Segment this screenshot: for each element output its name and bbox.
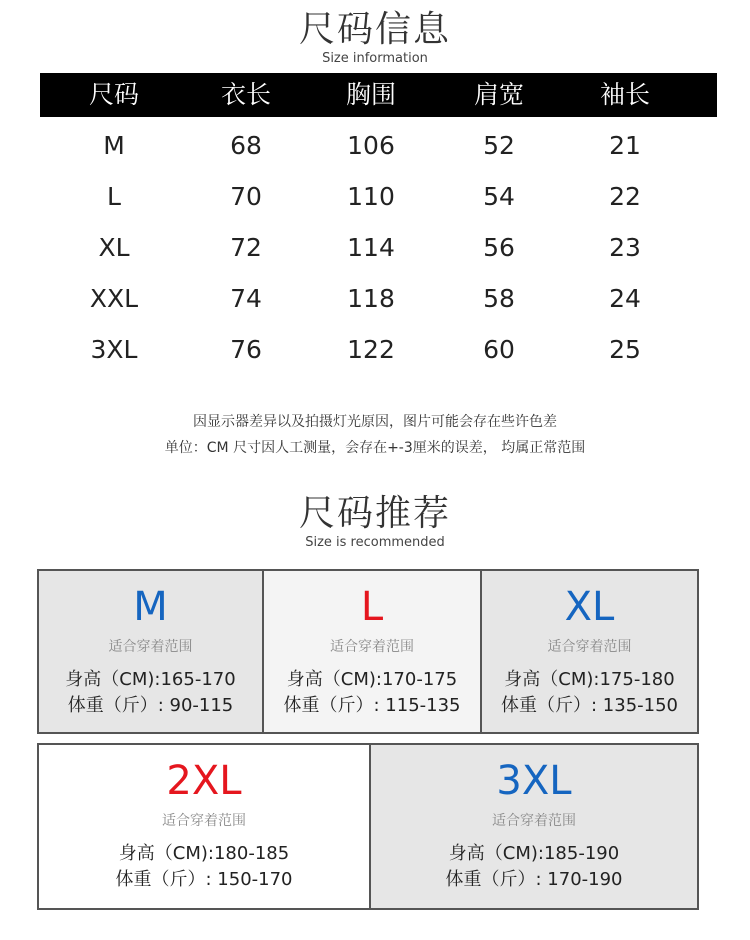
table-cell: 70: [230, 182, 262, 211]
size-card-2xl: [37, 743, 371, 910]
table-cell: 60: [483, 335, 515, 364]
card-fit-label: 适合穿着范围: [330, 639, 414, 655]
table-cell: 22: [609, 182, 641, 211]
table-cell: M: [103, 131, 125, 160]
size-card-xl: [480, 569, 699, 734]
card-height-range: 身高（CM):180-185: [118, 843, 290, 864]
table-cell: 122: [347, 335, 395, 364]
card-size-label: 3XL: [496, 758, 572, 804]
card-height-range: 身高（CM):165-170: [65, 669, 236, 690]
card-height-range: 身高（CM):175-180: [504, 669, 675, 690]
table-cell: XL: [98, 233, 130, 262]
table-cell: XXL: [89, 284, 139, 313]
table-row: [0, 177, 750, 217]
size-table-header: [40, 73, 717, 117]
card-fit-label: 适合穿着范围: [492, 813, 576, 829]
table-cell: 52: [483, 131, 515, 160]
table-cell: 114: [347, 233, 395, 262]
table-cell: 56: [483, 233, 515, 262]
table-cell: 68: [230, 131, 262, 160]
table-row: [0, 279, 750, 319]
table-cell: 25: [609, 335, 641, 364]
header-sleeve: 袖长: [599, 80, 650, 109]
table-cell: 106: [347, 131, 395, 160]
table-cell: 110: [347, 182, 395, 211]
size-card-m: [37, 569, 264, 734]
size-card-3xl: [369, 743, 699, 910]
table-cell: 3XL: [90, 335, 138, 364]
table-cell: 74: [230, 284, 262, 313]
card-fit-label: 适合穿着范围: [108, 639, 193, 655]
size-info-subtitle: Size information: [322, 51, 428, 66]
header-length: 衣长: [220, 80, 271, 109]
table-cell: L: [107, 182, 121, 211]
card-height-range: 身高（CM):185-190: [448, 843, 620, 864]
card-size-label: M: [133, 584, 168, 630]
card-weight-range: 体重（斤）: 90-115: [67, 695, 234, 716]
header-size: 尺码: [88, 80, 139, 109]
table-row: [0, 228, 750, 268]
table-cell: 58: [483, 284, 515, 313]
table-cell: 118: [347, 284, 395, 313]
table-cell: 76: [230, 335, 262, 364]
card-size-label: L: [360, 584, 384, 630]
size-recommend-subtitle: Size is recommended: [305, 535, 445, 550]
card-height-range: 身高（CM):170-175: [286, 669, 458, 690]
card-size-label: XL: [564, 584, 615, 630]
size-info-title: 尺码信息: [298, 9, 451, 50]
card-weight-range: 体重（斤）: 135-150: [501, 695, 678, 716]
color-note: 因显示器差异以及拍摄灯光原因，图片可能会存在些许色差: [193, 414, 557, 430]
card-fit-label: 适合穿着范围: [162, 813, 246, 829]
table-cell: 72: [230, 233, 262, 262]
table-row: [0, 126, 750, 166]
header-chest: 胸围: [345, 80, 396, 109]
unit-note: 单位：CM 尺寸因人工测量，会存在+-3厘米的误差， 均属正常范围: [164, 440, 586, 456]
table-cell: 23: [609, 233, 641, 262]
card-size-label: 2XL: [166, 758, 242, 804]
table-cell: 54: [483, 182, 515, 211]
size-recommend-title: 尺码推荐: [298, 493, 451, 534]
table-row: [0, 330, 750, 370]
card-fit-label: 适合穿着范围: [547, 639, 632, 655]
card-weight-range: 体重（斤）: 150-170: [115, 869, 293, 890]
card-weight-range: 体重（斤）: 115-135: [283, 695, 461, 716]
header-shoulder: 肩宽: [473, 80, 524, 109]
table-cell: 21: [609, 131, 641, 160]
size-card-l: [262, 569, 482, 734]
table-cell: 24: [609, 284, 641, 313]
card-weight-range: 体重（斤）: 170-190: [445, 869, 623, 890]
